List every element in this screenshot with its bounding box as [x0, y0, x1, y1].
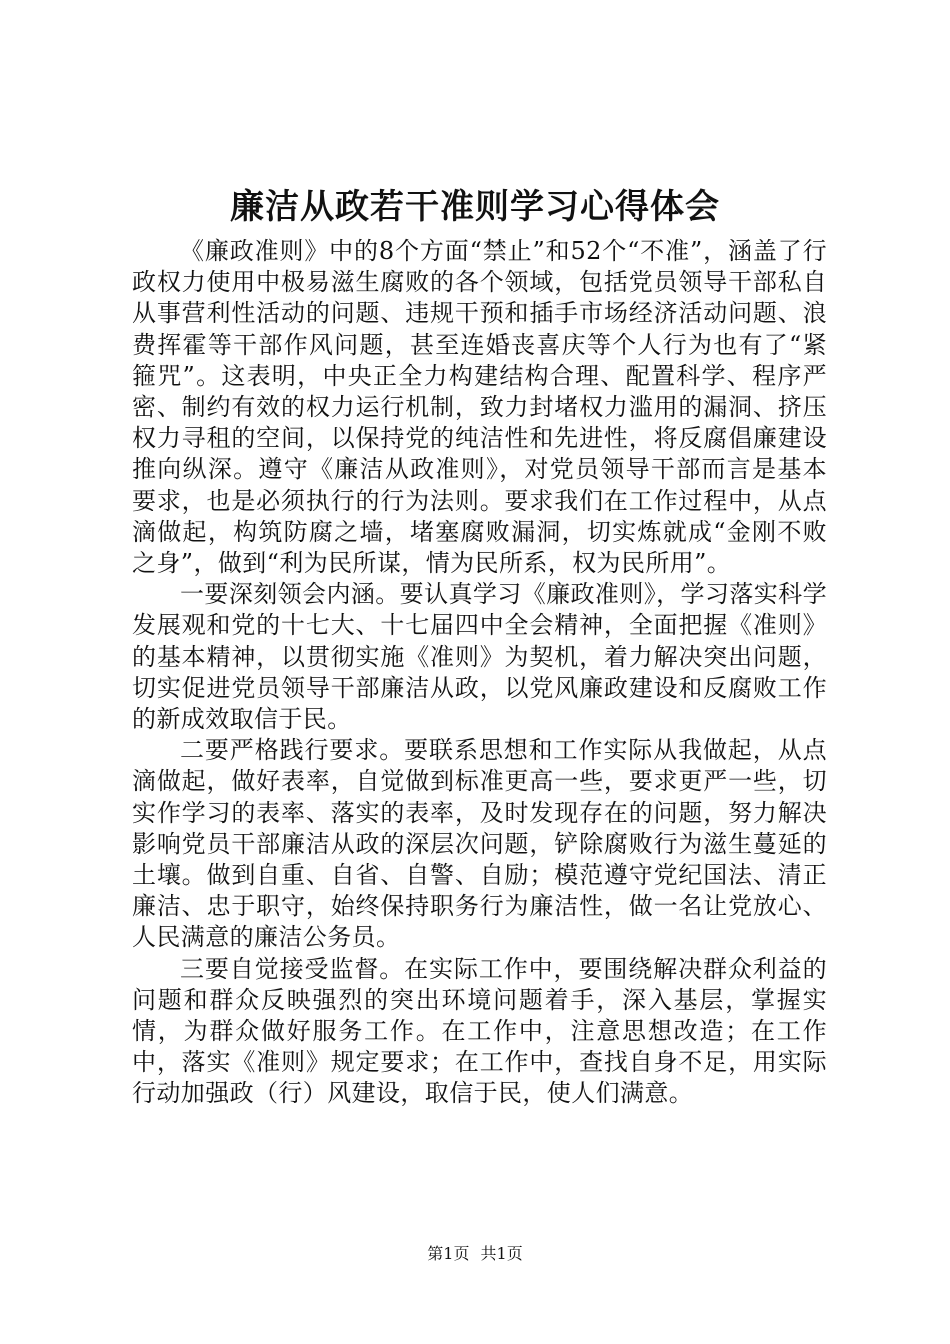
- document-body: [132, 236, 827, 1110]
- paragraph-point-one: 一要深刻领会内涵。要认真学习《廉政准则》，学习落实科学发展观和党的十七大、十七届四中全会精神，全面把握《准则》的基本精神，以贯彻实施《准则》为契机，着力解决突出问题，切实促进党员领导干部廉洁从政，以党风廉政建设和反腐败工作的新成效取信于民。: [132, 580, 827, 734]
- paragraph-intro: 《廉政准则》中的8个方面“禁止”和52个“不准”，涵盖了行政权力使用中极易滋生腐败的各个领域，包括党员领导干部私自从事营利性活动的问题、违规干预和插手市场经济活动问题、浪费挥霍等干部作风问题，甚至连婚丧喜庆等个人行为也有了“紧箍咒”。这表明，中央正全力构建结构合理、配置科学、程序严密、制约有效的权力运行机制，致力封堵权力滥用的漏洞、挤压权力寻租的空间，以保持党的纯洁性和先进性，将反腐倡廉建设推向纵深。遵守《廉洁从政准则》，对党员领导干部而言是基本要求，也是必须执行的行为法则。要求我们在工作过程中，从点滴做起，构筑防腐之墙，堵塞腐败漏洞，切实炼就成“金刚不败之身”，做到“利为民所谋，情为民所系，权为民所用”。: [132, 237, 827, 578]
- paragraph-point-two: 二要严格践行要求。要联系思想和工作实际从我做起，从点滴做起，做好表率，自觉做到标准更高一些，要求更严一些，切实作学习的表率、落实的表率，及时发现存在的问题，努力解决影响党员干部廉洁从政的深层次问题，铲除腐败行为滋生蔓延的土壤。做到自重、自省、自警、自励；模范遵守党纪国法、清正廉洁、忠于职守，始终保持职务行为廉洁性，做一名让党放心、人民满意的廉洁公务员。: [132, 736, 827, 952]
- page-footer: [0, 1244, 950, 1264]
- page-total: 共1页: [480, 1244, 523, 1263]
- page-number: 第1页: [427, 1244, 470, 1263]
- document-title: 廉洁从政若干准则学习心得体会: [230, 187, 720, 227]
- paragraph-point-three: 三要自觉接受监督。在实际工作中，要围绕解决群众利益的问题和群众反映强烈的突出环境问题着手，深入基层，掌握实情，为群众做好服务工作。在工作中，注意思想改造；在工作中，落实《准则》规定要求；在工作中，查找自身不足，用实际行动加强政（行）风建设，取信于民，使人们满意。: [132, 954, 827, 1108]
